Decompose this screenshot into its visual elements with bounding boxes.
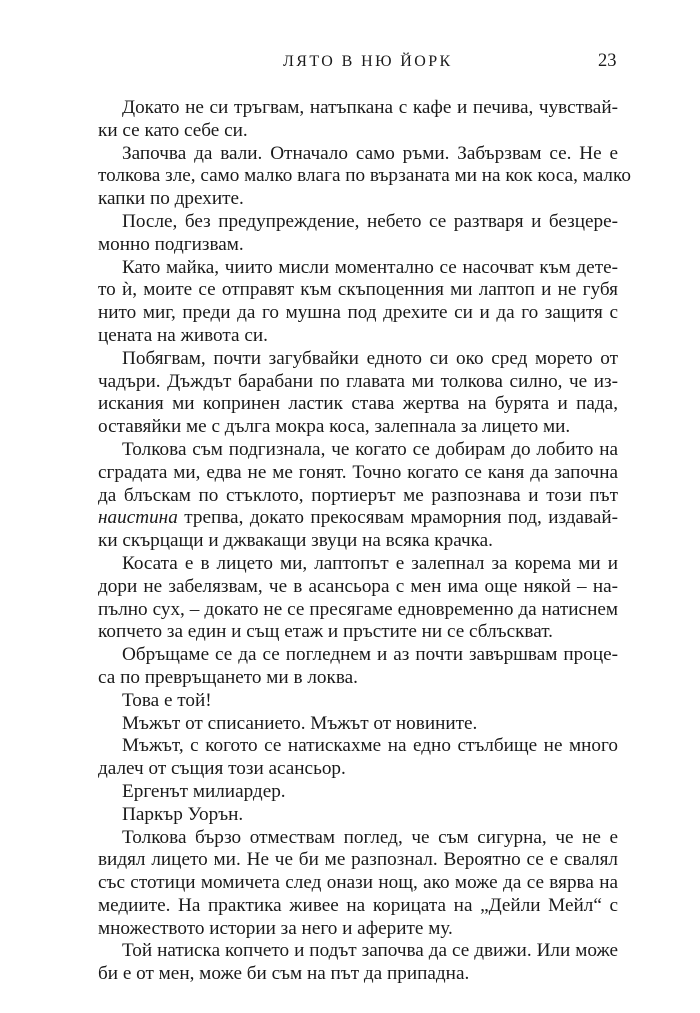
text-line: капки по дрехите. [98,188,244,210]
text-line: оставяйки ме с дълга мокра коса, залепнала за лицето ми. [98,416,571,438]
text-line: Толкова бързо отмествам поглед, че съм сигурна, че не е [122,826,618,848]
page-header [0,51,700,81]
text-line: Той натиска копчето и подът започва да се движи. Или може [122,940,618,962]
text-line: Паркър Уорън. [122,803,244,825]
text-line: После, без предупреждение, небето се разтваря и безцере- [122,210,618,232]
text-line: медиите. На практика живее на корицата на „Дейли Мейл“ с [98,894,618,916]
running-title: ЛЯТО В НЮ ЙОРК [283,53,453,70]
text-line: със стотици момичета след онази нощ, ако може да се вярва на [98,872,618,894]
text-line: сградата ми, едва не ме гонят. Точно когато се каня да започна [98,461,618,483]
page-number: 23 [598,51,617,71]
text-line: са по превръщането ми в локва. [98,666,358,688]
text-line: Побягвам, почти загубвайки едното си око сред морето от [122,347,618,369]
text-line: би е от мен, може би съм на път да припадна. [98,963,470,985]
text-line: Мъжът, с когото се натискахме на едно стълбище не много [122,735,618,757]
emphasized-word: наистина [98,507,178,529]
text-line: Обръщаме се да се погледнем и аз почти завършвам проце- [122,644,618,666]
text-line: Това е той! [122,689,212,711]
text-line: Като майка, чиито мисли моментално се насочват към дете- [122,256,618,278]
text-line: дори не забелязвам, че в асансьора с мен има още някой – на- [98,575,618,597]
text-line: Ергенът милиардер. [122,780,286,802]
text-line: ки се като себе си. [98,119,248,141]
text-line: множеството истории за него и аферите му. [98,917,453,939]
text-line: Толкова съм подгизнала, че когато се добирам до лобито на [122,438,618,460]
body-text [98,97,631,986]
text-line: толкова зле, само малко влага по вързаната ми на кок коса, малко [98,165,631,187]
text-line: пълно сух, – докато не се пресягаме едновременно да натиснем [98,598,618,620]
text-line: нито миг, преди да го мушна под дрехите си и да го защитя с [98,302,618,324]
text-line: цената на живота си. [98,324,268,346]
text-line: видял лицето ми. Не че би ме разпознал. Вероятно се е свалял [98,849,618,871]
text-line: искания ми копринен ластик става жертва на бурята и пада, [98,393,618,415]
text-line [98,507,618,530]
text-line: Докато не си тръгвам, натъпкана с кафе и печива, чувствай- [122,97,618,118]
text-line: Мъжът от списанието. Мъжът от новините. [122,712,478,734]
text-line: чадъри. Дъждът барабани по главата ми толкова силно, че из- [98,370,618,392]
text-line: Започва да вали. Отначало само ръми. Забързвам се. Не е [122,142,618,164]
text-line: Косата е в лицето ми, лаптопът е залепнал за корема ми и [122,552,618,574]
text-line: ки скърцащи и джвакащи звуци на всяка крачка. [98,530,493,552]
text-line: да блъскам по стъклото, портиерът ме разпознава и този път [98,484,618,506]
text-segment: трепва, докато прекосявам мраморния под, издавай- [177,507,618,529]
text-line: монно подгизвам. [98,233,244,255]
text-line: копчето за един и същ етаж и пръстите ни се сблъскват. [98,621,553,643]
text-line: то ѝ, моите се отправят към скъпоценния ми лаптоп и не губя [98,279,618,301]
text-line: далеч от същия този асансьор. [98,758,346,780]
